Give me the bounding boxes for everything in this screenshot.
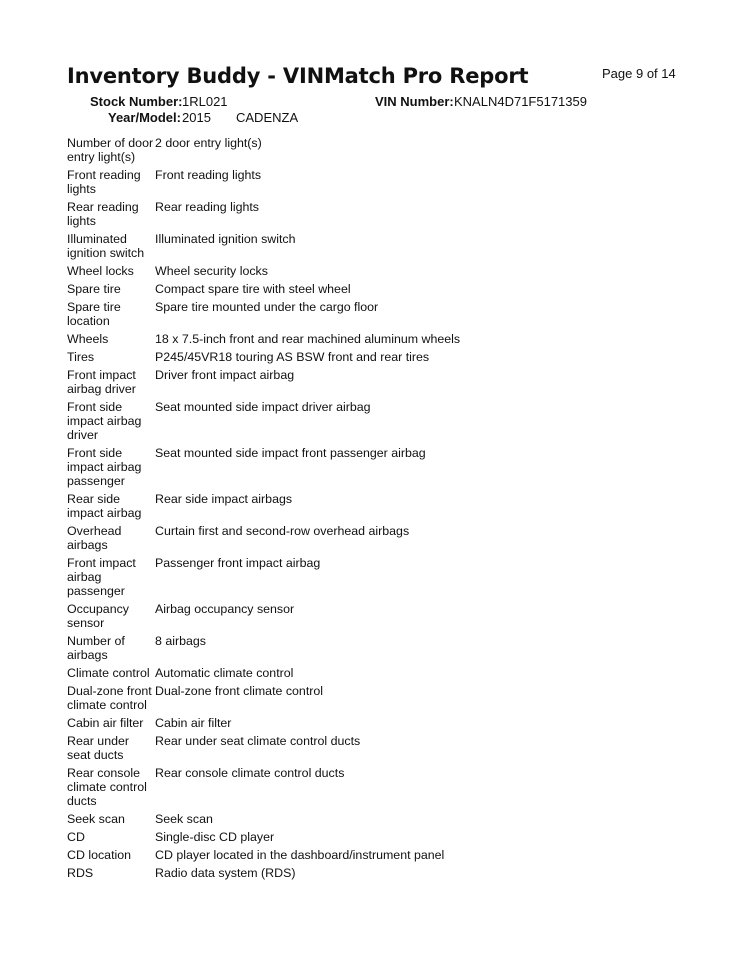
feature-name: Rear reading lights	[67, 200, 139, 228]
feature-value: Radio data system (RDS)	[155, 866, 296, 880]
feature-row	[67, 232, 687, 260]
feature-value: Cabin air filter	[155, 716, 232, 730]
feature-row	[67, 368, 687, 396]
feature-row	[67, 716, 687, 730]
feature-row	[67, 734, 687, 762]
feature-value: CD player located in the dashboard/instrument panel	[155, 848, 445, 862]
feature-row	[67, 168, 687, 196]
feature-name: Illuminated ignition switch	[67, 232, 145, 260]
feature-row	[67, 400, 687, 442]
feature-value: Seat mounted side impact driver airbag	[155, 400, 371, 414]
feature-value: Airbag occupancy sensor	[155, 602, 295, 616]
feature-value: Driver front impact airbag	[155, 368, 295, 382]
feature-value: 8 airbags	[155, 634, 206, 648]
feature-name: Front impact airbag driver	[67, 368, 136, 396]
feature-name: Wheel locks	[67, 264, 134, 278]
feature-value: Rear console climate control ducts	[155, 766, 345, 780]
feature-row	[67, 602, 687, 630]
feature-value: Rear under seat climate control ducts	[155, 734, 361, 748]
feature-name: Front side impact airbag driver	[67, 400, 142, 442]
feature-row	[67, 264, 687, 278]
page-number: Page 9 of 14	[602, 66, 676, 81]
stock-number-value: 1RL021	[182, 94, 228, 109]
feature-row	[67, 556, 687, 598]
feature-value: Rear reading lights	[155, 200, 260, 214]
feature-row	[67, 200, 687, 228]
feature-value: Seek scan	[155, 812, 213, 826]
feature-row	[67, 282, 687, 296]
feature-value: Rear side impact airbags	[155, 492, 293, 506]
feature-name: RDS	[67, 866, 94, 880]
feature-row	[67, 446, 687, 488]
model-value: CADENZA	[236, 110, 299, 125]
year-value: 2015	[182, 110, 211, 125]
feature-row	[67, 634, 687, 662]
feature-row	[67, 332, 687, 346]
feature-row	[67, 684, 687, 712]
feature-name: Front reading lights	[67, 168, 141, 196]
feature-row	[67, 830, 687, 844]
feature-name: Number of door entry light(s)	[67, 136, 154, 164]
feature-value: Seat mounted side impact front passenger airbag	[155, 446, 426, 460]
feature-row	[67, 812, 687, 826]
feature-row	[67, 866, 687, 880]
feature-value: Automatic climate control	[155, 666, 294, 680]
feature-list	[67, 136, 687, 884]
vin-number-label	[375, 94, 454, 109]
feature-name: Occupancy sensor	[67, 602, 129, 630]
feature-value: Front reading lights	[155, 168, 262, 182]
feature-name: Rear side impact airbag	[67, 492, 142, 520]
feature-name: Cabin air filter	[67, 716, 144, 730]
feature-value: Curtain first and second-row overhead airbags	[155, 524, 410, 538]
vin-number-value: KNALN4D71F5171359	[454, 94, 587, 109]
year-label: Year/Model:	[108, 110, 181, 125]
feature-value: Compact spare tire with steel wheel	[155, 282, 351, 296]
feature-name: Climate control	[67, 666, 150, 680]
feature-value: Spare tire mounted under the cargo floor	[155, 300, 379, 314]
feature-name: Seek scan	[67, 812, 125, 826]
feature-name: Rear under seat ducts	[67, 734, 129, 762]
feature-value: Illuminated ignition switch	[155, 232, 296, 246]
feature-name: Wheels	[67, 332, 109, 346]
feature-name: CD	[67, 830, 85, 844]
feature-row	[67, 766, 687, 808]
stock-number-label	[90, 94, 182, 109]
stock-label: Stock Number:	[90, 94, 183, 109]
feature-row	[67, 666, 687, 680]
feature-row	[67, 136, 687, 164]
feature-row	[67, 300, 687, 328]
feature-row	[67, 848, 687, 862]
report-title: Inventory Buddy - VINMatch Pro Report	[67, 64, 529, 88]
feature-name: Front side impact airbag passenger	[67, 446, 142, 488]
feature-name: Overhead airbags	[67, 524, 122, 552]
feature-name: Number of airbags	[67, 634, 125, 662]
feature-value: P245/45VR18 touring AS BSW front and rear tires	[155, 350, 430, 364]
feature-value: Dual-zone front climate control	[155, 684, 324, 698]
feature-value: 18 x 7.5-inch front and rear machined aluminum wheels	[155, 332, 461, 346]
feature-row	[67, 350, 687, 364]
feature-name: Spare tire location	[67, 300, 121, 328]
feature-value: 2 door entry light(s)	[155, 136, 262, 150]
feature-name: Front impact airbag passenger	[67, 556, 136, 598]
year-model-label	[108, 110, 181, 125]
feature-row	[67, 524, 687, 552]
feature-value: Passenger front impact airbag	[155, 556, 321, 570]
feature-name: Spare tire	[67, 282, 121, 296]
vin-label: VIN Number:	[375, 94, 454, 109]
feature-name: Rear console climate control ducts	[67, 766, 147, 808]
feature-name: CD location	[67, 848, 132, 862]
feature-name: Dual-zone front climate control	[67, 684, 152, 712]
feature-value: Wheel security locks	[155, 264, 268, 278]
feature-name: Tires	[67, 350, 95, 364]
feature-row	[67, 492, 687, 520]
feature-value: Single-disc CD player	[155, 830, 275, 844]
